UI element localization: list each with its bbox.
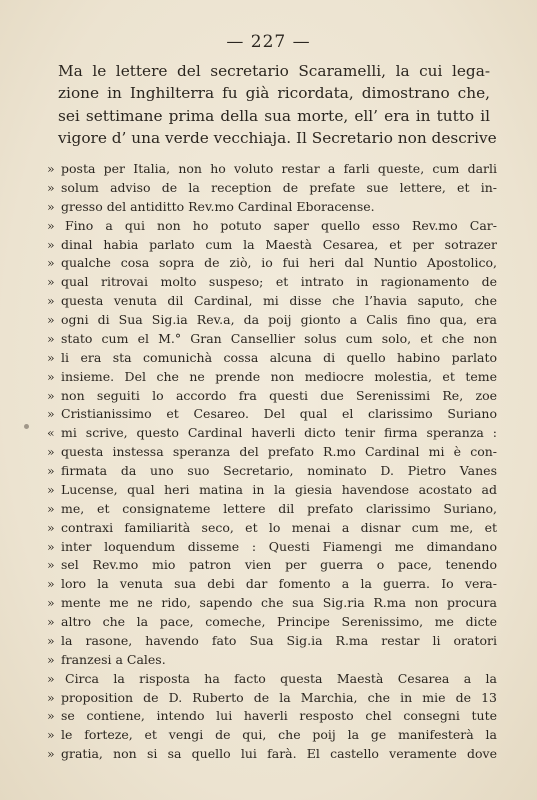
quote-line <box>47 387 497 406</box>
quote-line <box>47 443 497 462</box>
quote-line-text: Cristianissimo et Cesareo. Del qual el clarissimo Suriano <box>61 406 497 422</box>
guillemet-mark: » <box>47 651 55 667</box>
quote-line-text: qual ritrovai molto suspeso; et intrato in ragionamento de <box>61 274 497 290</box>
guillemet-mark: » <box>47 500 55 516</box>
quote-line-text: solum adviso de la reception de prefate sue lettere, et in- <box>61 179 497 195</box>
guillemet-mark: » <box>47 444 55 460</box>
guillemet-mark: » <box>47 746 55 762</box>
guillemet-mark: « <box>47 425 55 441</box>
quote-line-text: insieme. Del che ne prende non mediocre molestia, et teme <box>61 368 497 384</box>
quote-line <box>47 217 497 236</box>
intro-paragraph <box>58 60 497 149</box>
quote-line-text: Lucense, qual heri matina in la giesia havendose acostato ad <box>61 481 497 497</box>
quote-line <box>47 632 497 651</box>
quote-line <box>47 500 497 519</box>
quoted-letter <box>47 160 497 764</box>
quote-line-text: la rasone, havendo fato Sua Sig.ia R.ma restar li oratori <box>61 632 497 648</box>
intro-line: zione in Inghilterra fu già ricordata, dimostrano che, <box>58 84 490 103</box>
quote-line <box>47 236 497 255</box>
guillemet-mark: » <box>47 368 55 384</box>
quote-line <box>47 349 497 368</box>
quote-line <box>47 651 497 670</box>
quote-line-text: qualche cosa sopra de ziò, io fui heri dal Nuntio Apostolico, <box>61 255 497 271</box>
guillemet-mark: » <box>47 538 55 554</box>
intro-line: Ma le lettere del secretario Scaramelli, la cui lega- <box>58 62 490 80</box>
quote-line <box>47 519 497 538</box>
quote-line-text: dinal habia parlato cum la Maestà Cesarea, et per sotrazer <box>61 236 497 252</box>
guillemet-mark: » <box>47 708 55 724</box>
quote-line-text: ogni di Sua Sig.ia Rev.a, da poij gionto a Calis fino qua, era <box>61 312 497 327</box>
guillemet-mark: » <box>47 312 55 327</box>
guillemet-mark: » <box>47 595 55 611</box>
guillemet-mark: » <box>47 406 55 422</box>
quote-line <box>47 481 497 500</box>
quote-line <box>47 311 497 330</box>
quote-line <box>47 594 497 613</box>
guillemet-mark: » <box>47 274 55 290</box>
guillemet-mark: » <box>47 614 55 629</box>
ink-spot <box>24 424 29 429</box>
guillemet-mark: » <box>47 293 55 309</box>
guillemet-mark: » <box>47 387 55 403</box>
quote-line-text: franzesi a Cales. <box>61 651 166 667</box>
quote-line <box>47 707 497 726</box>
quote-line-text: proposition de D. Ruberto de la Marchia, che in mie de 13 <box>61 689 497 705</box>
guillemet-mark: » <box>47 236 55 252</box>
quote-line-text: questa instessa speranza del prefato R.mo Cardinal mi è con- <box>61 444 497 460</box>
guillemet-mark: » <box>47 161 55 176</box>
quote-line <box>47 405 497 424</box>
quote-line <box>47 613 497 632</box>
quote-line <box>47 670 497 689</box>
quote-line-text: loro la venuta sua debi dar fomento a la guerra. Io vera- <box>61 576 497 592</box>
quote-line-text: contraxi familiarità seco, et lo menai a disnar cum me, et <box>61 519 497 535</box>
guillemet-mark: » <box>47 519 55 535</box>
quote-line-text: mi scrive, questo Cardinal haverli dicto tenir firma speranza : <box>61 425 497 441</box>
quote-line <box>47 689 497 708</box>
guillemet-mark: » <box>47 727 55 743</box>
quote-line-text: firmata da uno suo Secretario, nominato D. Pietro Vanes <box>61 463 497 478</box>
guillemet-mark: » <box>47 463 55 478</box>
quote-line-text: le forteze, et vengi de qui, che poij la ge manifesterà la <box>61 727 497 743</box>
intro-line: sei settimane prima della sua morte, ell’ era in tutto il <box>58 106 490 125</box>
quote-line-text: Circa la risposta ha facto questa Maestà Cesarea a la <box>65 670 497 686</box>
quote-line-text: gratia, non si sa quello lui farà. El castello veramente dove <box>61 746 497 762</box>
quote-line-text: altro che la pace, comeche, Principe Serenissimo, me dicte <box>61 614 497 629</box>
intro-line: vigore d’ una verde vecchiaja. Il Secretario non descrive <box>58 128 497 147</box>
quote-line-text: questa venuta dil Cardinal, mi disse che l’havia saputo, che <box>61 293 497 309</box>
guillemet-mark: » <box>47 670 55 686</box>
quote-line-text: se contiene, intendo lui haverli resposto chel consegni tute <box>61 708 497 724</box>
quote-line <box>47 424 497 443</box>
guillemet-mark: » <box>47 217 55 233</box>
quote-line <box>47 198 497 217</box>
quote-line <box>47 538 497 557</box>
guillemet-mark: » <box>47 255 55 271</box>
quote-line-text: stato cum el M.° Gran Cansellier solus cum solo, et che non <box>61 330 497 346</box>
guillemet-mark: » <box>47 689 55 705</box>
quote-line-text: sel Rev.mo mio patron vien per guerra o pace, tenendo <box>61 557 497 573</box>
quote-line <box>47 160 497 179</box>
guillemet-mark: » <box>47 481 55 497</box>
guillemet-mark: » <box>47 198 55 214</box>
quote-line-text: li era sta comunichà cossa alcuna di quello habino parlato <box>61 349 497 365</box>
quote-line-text: posta per Italia, non ho voluto restar a farli queste, cum darli <box>61 161 497 176</box>
quote-line-text: me, et consignateme lettere dil prefato clarissimo Suriano, <box>61 500 497 516</box>
quote-line <box>47 179 497 198</box>
quote-line <box>47 292 497 311</box>
guillemet-mark: » <box>47 179 55 195</box>
guillemet-mark: » <box>47 349 55 365</box>
quote-line <box>47 556 497 575</box>
quote-line <box>47 462 497 481</box>
quote-line-text: inter loquendum disseme : Questi Fiamengi me dimandano <box>61 538 497 554</box>
quote-line-text: mente me ne rido, sapendo che sua Sig.ria R.ma non procura <box>61 595 497 611</box>
quote-line <box>47 368 497 387</box>
quote-line <box>47 745 497 764</box>
quote-line <box>47 726 497 745</box>
quote-line <box>47 575 497 594</box>
guillemet-mark: » <box>47 632 55 648</box>
guillemet-mark: » <box>47 557 55 573</box>
quote-line <box>47 273 497 292</box>
guillemet-mark: » <box>47 576 55 592</box>
page-number: — 227 — <box>226 32 311 52</box>
quote-line-text: gresso del antiditto Rev.mo Cardinal Eboracense. <box>61 198 375 214</box>
quote-line <box>47 254 497 273</box>
guillemet-mark: » <box>47 330 55 346</box>
quote-line-text: Fino a qui non ho potuto saper quello esso Rev.mo Car- <box>65 217 497 233</box>
quote-line <box>47 330 497 349</box>
quote-line-text: non seguiti lo accordo fra questi due Serenissimi Re, zoe <box>61 387 497 403</box>
